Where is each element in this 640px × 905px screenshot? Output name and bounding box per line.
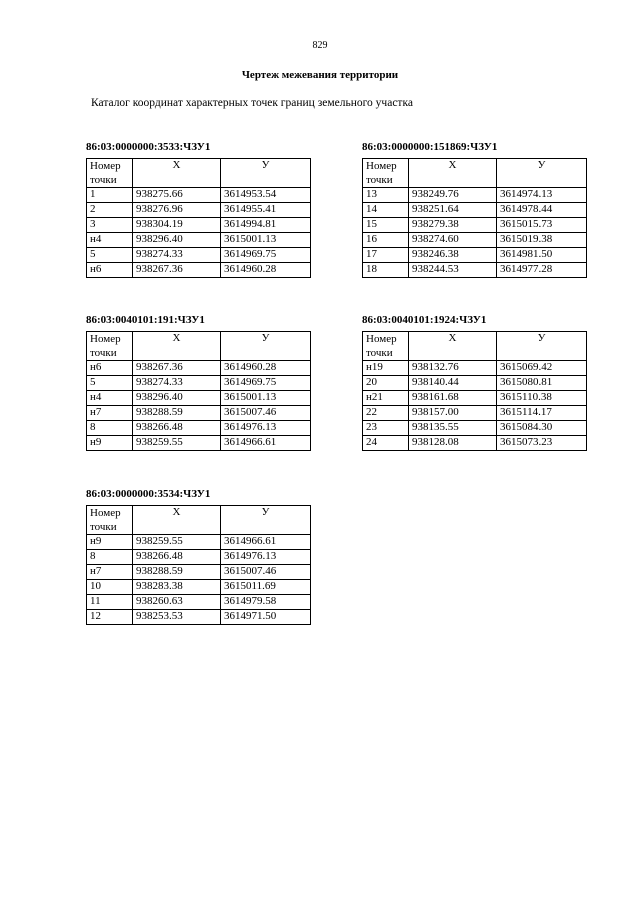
page-subtitle: Каталог координат характерных точек границ земельного участка: [91, 97, 413, 109]
parcel-block: [86, 313, 311, 451]
column-header-point-number: Номер точки: [87, 159, 133, 188]
y-coordinate-cell: 3615080.81: [497, 376, 587, 391]
column-header-x: Х: [409, 332, 497, 361]
parcel-block: [86, 140, 311, 278]
table-row: [363, 233, 587, 248]
point-number-cell: 22: [363, 406, 409, 421]
x-coordinate-cell: 938267.36: [133, 361, 221, 376]
x-coordinate-cell: 938275.66: [133, 188, 221, 203]
table-row: [363, 218, 587, 233]
y-coordinate-cell: 3615015.73: [497, 218, 587, 233]
point-number-cell: 5: [87, 376, 133, 391]
point-number-cell: 8: [87, 550, 133, 565]
point-number-cell: 2: [87, 203, 133, 218]
x-coordinate-cell: 938260.63: [133, 595, 221, 610]
point-number-cell: н6: [87, 361, 133, 376]
table-header-row: [87, 506, 311, 535]
y-coordinate-cell: 3615001.13: [221, 233, 311, 248]
table-row: [87, 361, 311, 376]
parcel-title: 86:03:0000000:3533:ЧЗУ1: [86, 141, 211, 153]
column-header-point-number: Номер точки: [363, 332, 409, 361]
table-row: [363, 263, 587, 278]
table-row: [87, 436, 311, 451]
y-coordinate-cell: 3615084.30: [497, 421, 587, 436]
column-header-y: У: [221, 159, 311, 188]
y-coordinate-cell: 3614979.58: [221, 595, 311, 610]
x-coordinate-cell: 938296.40: [133, 233, 221, 248]
page-number: 829: [312, 40, 328, 51]
parcel-title: 86:03:0040101:1924:ЧЗУ1: [362, 314, 487, 326]
column-header-point-number: Номер точки: [87, 506, 133, 535]
column-header-y: У: [497, 332, 587, 361]
x-coordinate-cell: 938259.55: [133, 436, 221, 451]
point-number-cell: н19: [363, 361, 409, 376]
point-number-cell: 20: [363, 376, 409, 391]
x-coordinate-cell: 938128.08: [409, 436, 497, 451]
y-coordinate-cell: 3614981.50: [497, 248, 587, 263]
coordinates-table: [86, 158, 311, 278]
point-number-cell: 24: [363, 436, 409, 451]
parcel-block: [86, 487, 311, 625]
page-title: Чертеж межевания территории: [241, 69, 399, 81]
table-header-row: [363, 332, 587, 361]
y-coordinate-cell: 3615114.17: [497, 406, 587, 421]
x-coordinate-cell: 938157.00: [409, 406, 497, 421]
point-number-cell: 16: [363, 233, 409, 248]
y-coordinate-cell: 3615110.38: [497, 391, 587, 406]
parcel-block: [362, 140, 587, 278]
y-coordinate-cell: 3614966.61: [221, 436, 311, 451]
table-row: [87, 580, 311, 595]
point-number-cell: 23: [363, 421, 409, 436]
coordinates-table: [86, 331, 311, 451]
column-header-x: Х: [133, 332, 221, 361]
y-coordinate-cell: 3614960.28: [221, 263, 311, 278]
y-coordinate-cell: 3614953.54: [221, 188, 311, 203]
table-row: [363, 391, 587, 406]
x-coordinate-cell: 938276.96: [133, 203, 221, 218]
x-coordinate-cell: 938140.44: [409, 376, 497, 391]
x-coordinate-cell: 938135.55: [409, 421, 497, 436]
y-coordinate-cell: 3615069.42: [497, 361, 587, 376]
table-header-row: [363, 159, 587, 188]
x-coordinate-cell: 938267.36: [133, 263, 221, 278]
y-coordinate-cell: 3614977.28: [497, 263, 587, 278]
point-number-cell: 3: [87, 218, 133, 233]
point-number-cell: 12: [87, 610, 133, 625]
table-row: [87, 550, 311, 565]
table-row: [87, 263, 311, 278]
column-header-point-number: Номер точки: [363, 159, 409, 188]
column-header-x: Х: [133, 506, 221, 535]
coordinates-table: [362, 158, 587, 278]
point-number-cell: 13: [363, 188, 409, 203]
table-row: [363, 188, 587, 203]
x-coordinate-cell: 938296.40: [133, 391, 221, 406]
coordinates-table: [362, 331, 587, 451]
table-row: [363, 376, 587, 391]
x-coordinate-cell: 938249.76: [409, 188, 497, 203]
parcel-title: 86:03:0040101:191:ЧЗУ1: [86, 314, 205, 326]
point-number-cell: н7: [87, 406, 133, 421]
point-number-cell: н9: [87, 436, 133, 451]
y-coordinate-cell: 3614976.13: [221, 550, 311, 565]
x-coordinate-cell: 938274.60: [409, 233, 497, 248]
y-coordinate-cell: 3615007.46: [221, 565, 311, 580]
y-coordinate-cell: 3614971.50: [221, 610, 311, 625]
parcel-title: 86:03:0000000:3534:ЧЗУ1: [86, 488, 211, 500]
x-coordinate-cell: 938279.38: [409, 218, 497, 233]
table-row: [87, 421, 311, 436]
x-coordinate-cell: 938274.33: [133, 376, 221, 391]
table-row: [87, 391, 311, 406]
coordinates-table: [86, 505, 311, 625]
table-row: [87, 203, 311, 218]
point-number-cell: н7: [87, 565, 133, 580]
x-coordinate-cell: 938259.55: [133, 535, 221, 550]
table-row: [363, 203, 587, 218]
column-header-y: У: [221, 506, 311, 535]
y-coordinate-cell: 3614969.75: [221, 248, 311, 263]
x-coordinate-cell: 938274.33: [133, 248, 221, 263]
column-header-x: Х: [409, 159, 497, 188]
parcel-block: [362, 313, 587, 451]
table-row: [363, 436, 587, 451]
x-coordinate-cell: 938266.48: [133, 550, 221, 565]
y-coordinate-cell: 3615001.13: [221, 391, 311, 406]
table-row: [87, 535, 311, 550]
table-row: [87, 376, 311, 391]
point-number-cell: н9: [87, 535, 133, 550]
parcel-title: 86:03:0000000:151869:ЧЗУ1: [362, 141, 498, 153]
table-row: [87, 248, 311, 263]
y-coordinate-cell: 3614974.13: [497, 188, 587, 203]
x-coordinate-cell: 938266.48: [133, 421, 221, 436]
y-coordinate-cell: 3615073.23: [497, 436, 587, 451]
point-number-cell: н21: [363, 391, 409, 406]
column-header-point-number: Номер точки: [87, 332, 133, 361]
column-header-y: У: [221, 332, 311, 361]
table-header-row: [87, 159, 311, 188]
x-coordinate-cell: 938253.53: [133, 610, 221, 625]
table-row: [363, 421, 587, 436]
point-number-cell: 11: [87, 595, 133, 610]
table-row: [87, 233, 311, 248]
point-number-cell: 15: [363, 218, 409, 233]
column-header-y: У: [497, 159, 587, 188]
x-coordinate-cell: 938246.38: [409, 248, 497, 263]
y-coordinate-cell: 3614960.28: [221, 361, 311, 376]
column-header-x: Х: [133, 159, 221, 188]
point-number-cell: 8: [87, 421, 133, 436]
table-row: [363, 248, 587, 263]
y-coordinate-cell: 3614976.13: [221, 421, 311, 436]
table-row: [87, 218, 311, 233]
x-coordinate-cell: 938244.53: [409, 263, 497, 278]
point-number-cell: н4: [87, 233, 133, 248]
point-number-cell: н6: [87, 263, 133, 278]
table-row: [87, 406, 311, 421]
point-number-cell: н4: [87, 391, 133, 406]
x-coordinate-cell: 938251.64: [409, 203, 497, 218]
point-number-cell: 5: [87, 248, 133, 263]
x-coordinate-cell: 938304.19: [133, 218, 221, 233]
point-number-cell: 17: [363, 248, 409, 263]
x-coordinate-cell: 938132.76: [409, 361, 497, 376]
point-number-cell: 14: [363, 203, 409, 218]
y-coordinate-cell: 3614955.41: [221, 203, 311, 218]
table-row: [363, 406, 587, 421]
x-coordinate-cell: 938161.68: [409, 391, 497, 406]
y-coordinate-cell: 3614978.44: [497, 203, 587, 218]
point-number-cell: 18: [363, 263, 409, 278]
y-coordinate-cell: 3614994.81: [221, 218, 311, 233]
y-coordinate-cell: 3615007.46: [221, 406, 311, 421]
x-coordinate-cell: 938283.38: [133, 580, 221, 595]
table-header-row: [87, 332, 311, 361]
table-row: [87, 565, 311, 580]
point-number-cell: 1: [87, 188, 133, 203]
y-coordinate-cell: 3615019.38: [497, 233, 587, 248]
point-number-cell: 10: [87, 580, 133, 595]
table-row: [87, 595, 311, 610]
table-row: [363, 361, 587, 376]
y-coordinate-cell: 3614966.61: [221, 535, 311, 550]
x-coordinate-cell: 938288.59: [133, 406, 221, 421]
y-coordinate-cell: 3614969.75: [221, 376, 311, 391]
table-row: [87, 610, 311, 625]
y-coordinate-cell: 3615011.69: [221, 580, 311, 595]
table-row: [87, 188, 311, 203]
x-coordinate-cell: 938288.59: [133, 565, 221, 580]
